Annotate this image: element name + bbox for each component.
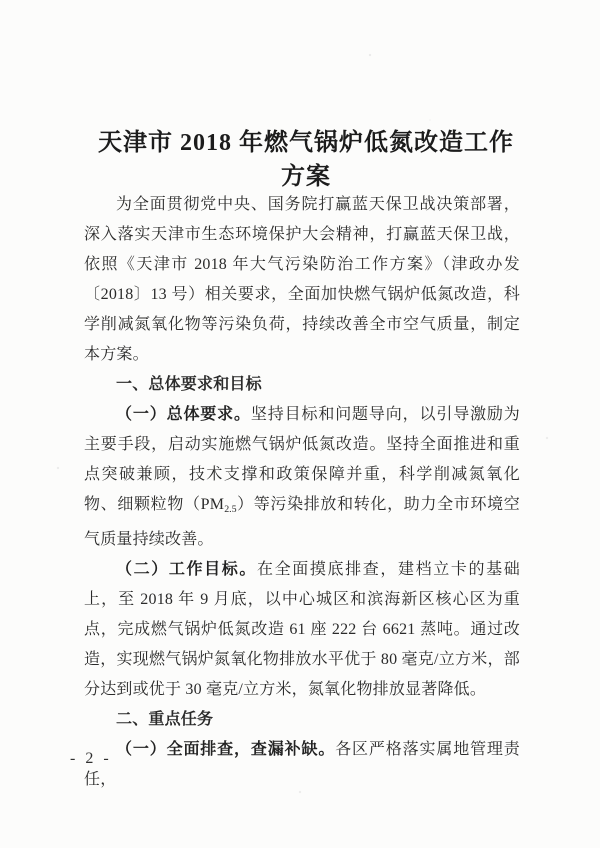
paragraph-work-goals-lead: （二）工作目标。 — [116, 560, 258, 578]
paragraph-work-goals-text: 在全面摸底排查，建档立卡的基础上，至 2018 年 9 月底，以中心城区和滨海新区核心区为重点，完成燃气锅炉低氮改造 61 座 222 台 6621 蒸吨。通过改造，实现燃气锅炉氮氧化物排放水平优于 80 毫克/立方米，部分达到或优于 30 毫克/立方米，氮氧化物排放显著降低。 — [84, 560, 520, 698]
paragraph-work-goals — [84, 555, 520, 705]
paragraph-general-requirements — [84, 400, 520, 555]
paragraph-intro — [84, 190, 520, 370]
paragraph-intro-text: 为全面贯彻党中央、国务院打赢蓝天保卫战决策部署，深入落实天津市生态环境保护大会精神，打赢蓝天保卫战，依照《天津市 2018 年大气污染防治工作方案》（津政办发〔2018〕13 号）相关要求，全面加快燃气锅炉低氮改造，科学削减氮氧化物等污染负荷，持续改善全市空气质量，制定本方案。 — [84, 196, 520, 363]
section-heading-2: 二、重点任务 — [116, 710, 214, 728]
page-number: - 2 - — [70, 750, 112, 767]
section-heading-1: 一、总体要求和目标 — [116, 376, 262, 393]
document-body — [84, 190, 520, 795]
paragraph-general-requirements-text-2: ）等污染排放和转化，助力全市环境空气质量持续改善。 — [84, 496, 520, 548]
paragraph-full-inspection-lead: （一）全面排查，查漏补缺。 — [116, 740, 336, 758]
pm25-subscript: 2.5 — [224, 503, 237, 515]
paragraph-general-requirements-lead: （一）总体要求。 — [116, 406, 251, 423]
paragraph-full-inspection — [84, 735, 520, 795]
document-title: 天津市 2018 年燃气锅炉低氮改造工作方案 — [98, 130, 514, 190]
paragraph-general-requirements-text-1: 坚持目标和问题导向，以引导激励为主要手段，启动实施燃气锅炉低氮改造。坚持全面推进和重点突破兼顾，技术支撑和政策保障并重，科学削减氮氧化物、细颗粒物（PM — [84, 406, 520, 513]
paragraph-full-inspection-text: 各区严格落实属地管理责任， — [84, 740, 520, 788]
